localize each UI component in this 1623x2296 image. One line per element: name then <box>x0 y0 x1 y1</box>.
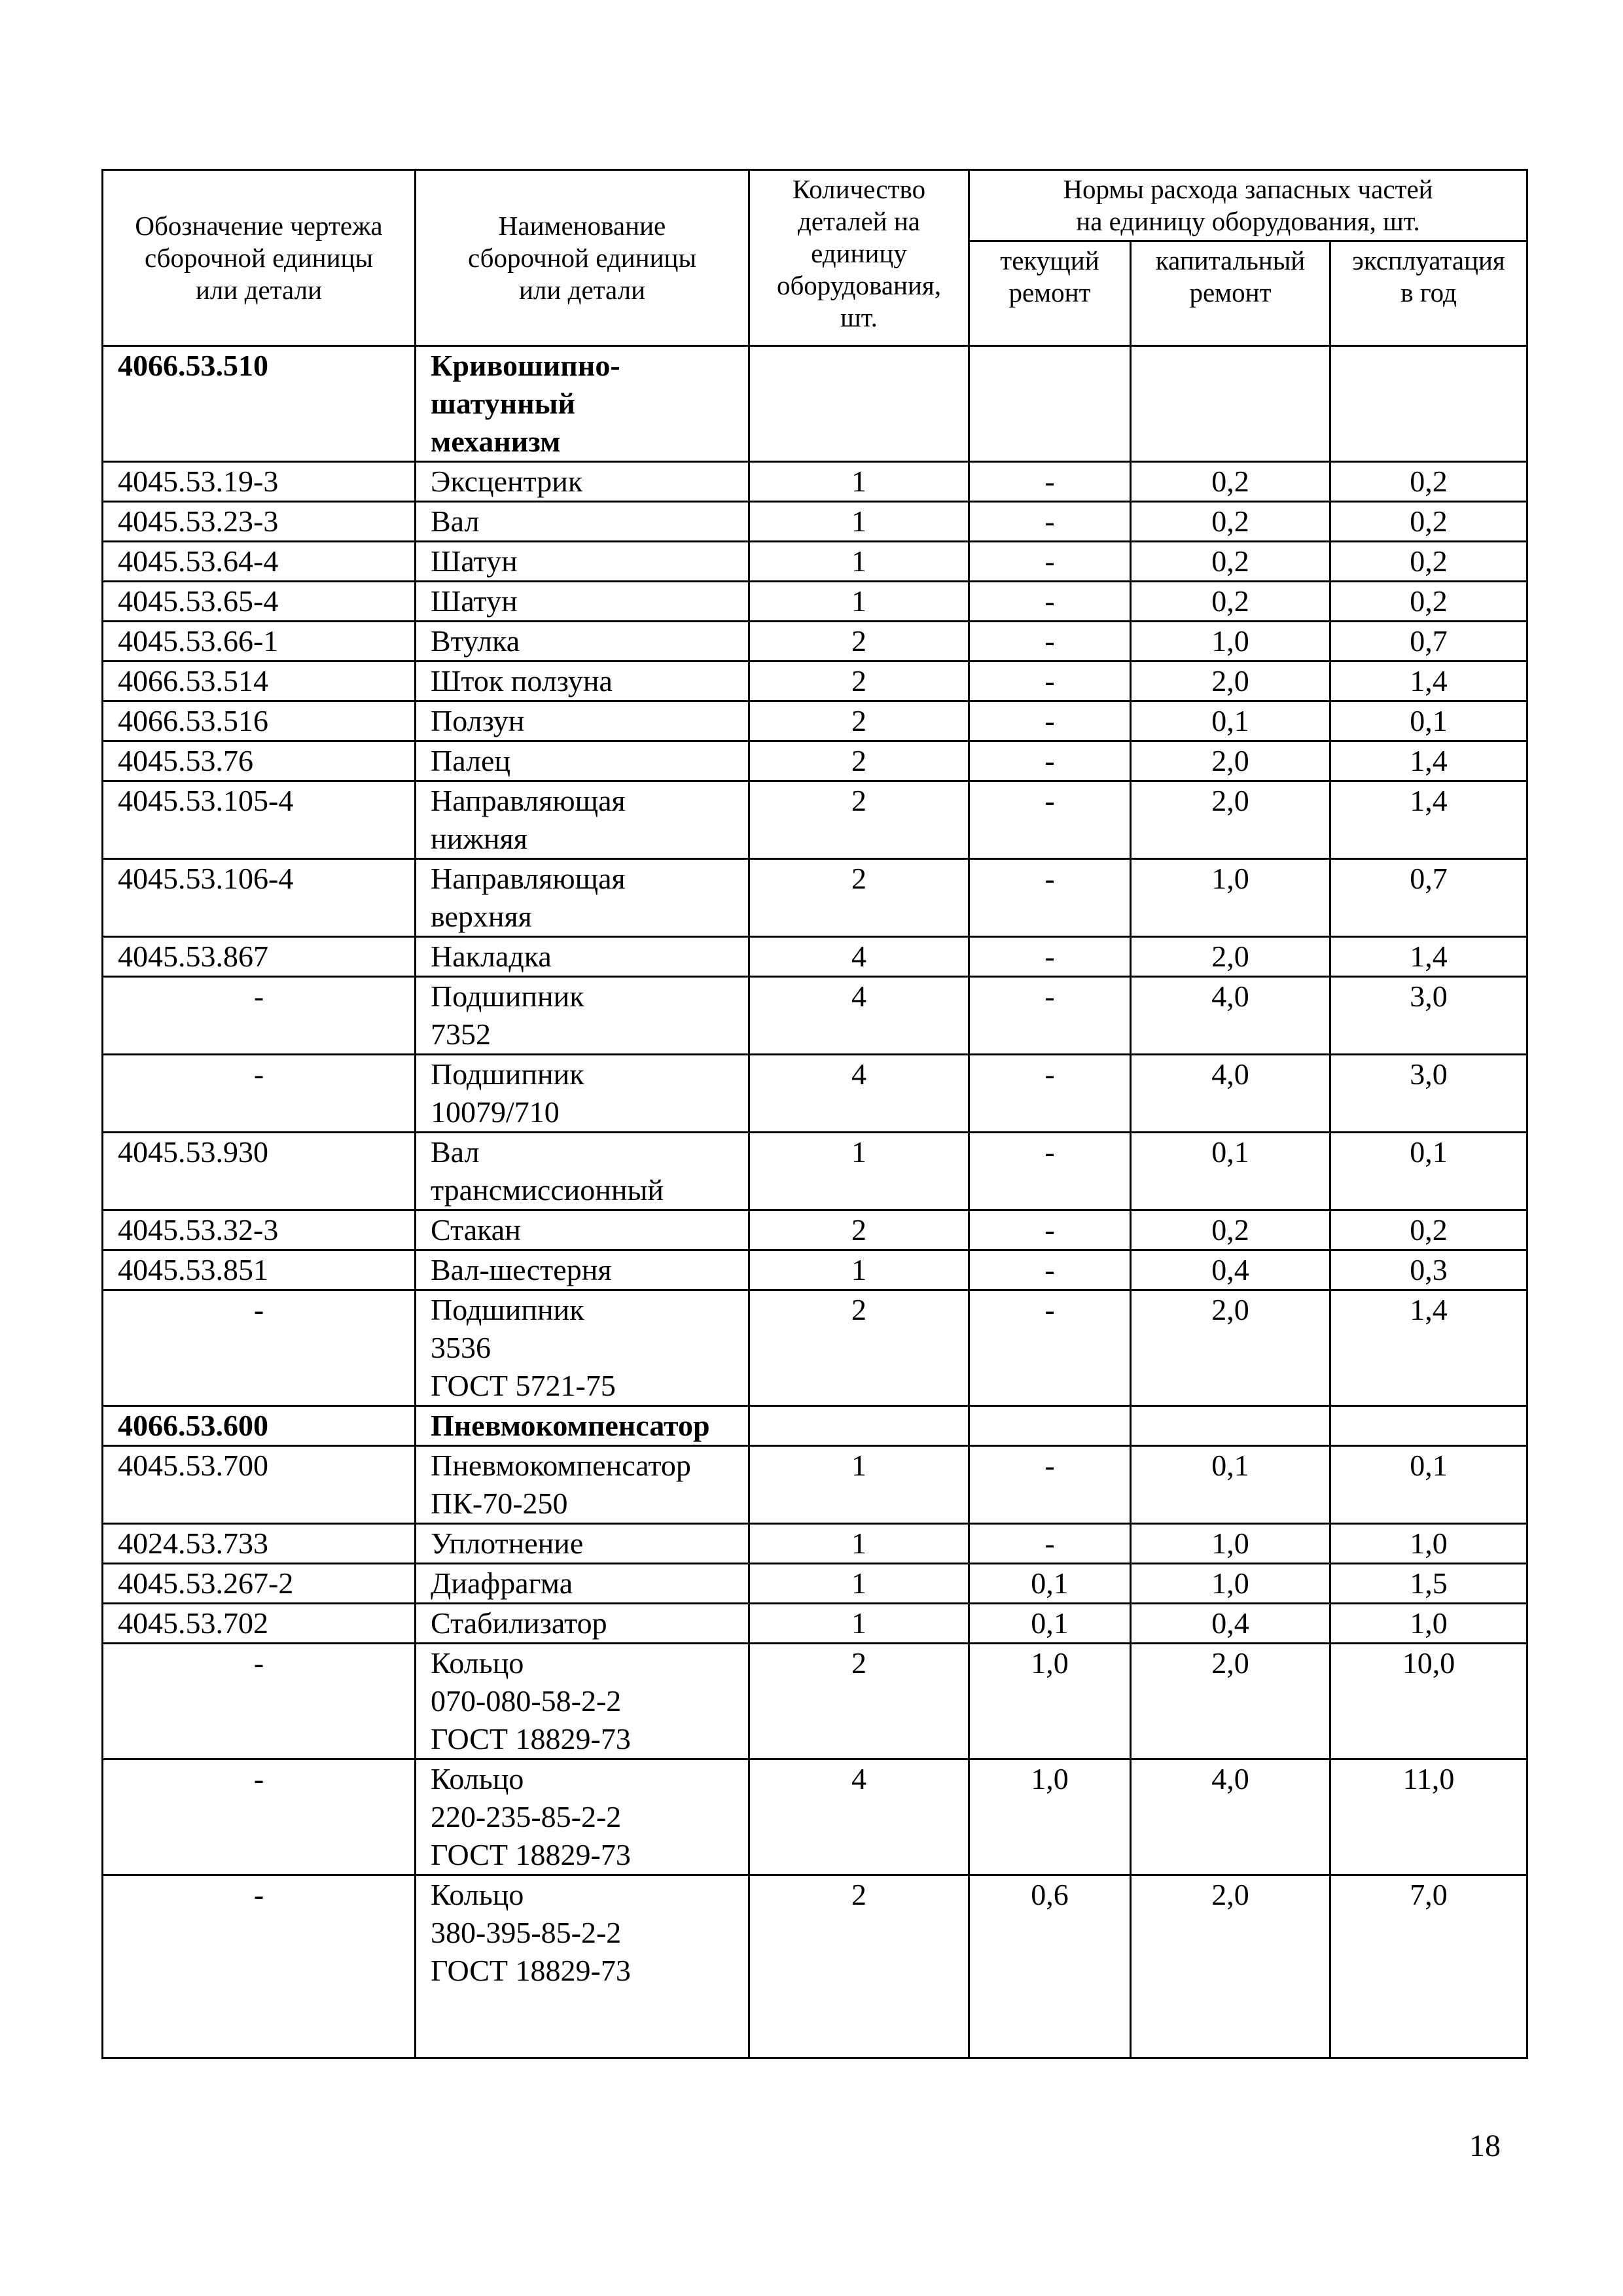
cell-current-repair: - <box>969 1210 1131 1250</box>
cell-designation: 4045.53.65-4 <box>103 582 416 622</box>
table-row <box>103 1446 1527 1524</box>
cell-quantity: 4 <box>749 937 969 977</box>
cell-capital-repair: 2,0 <box>1131 662 1330 701</box>
cell-operation: 10,0 <box>1330 1644 1527 1759</box>
cell-designation: 4045.53.867 <box>103 937 416 977</box>
cell-operation: 0,2 <box>1330 582 1527 622</box>
cell-capital-repair: 1,0 <box>1131 1564 1330 1604</box>
table-row <box>103 1133 1527 1210</box>
cell-operation: 0,2 <box>1330 542 1527 582</box>
table-row <box>103 346 1527 462</box>
cell-capital-repair: 0,4 <box>1131 1250 1330 1290</box>
cell-name: Кольцо 380-395-85-2-2 ГОСТ 18829-73 <box>416 1875 749 2058</box>
cell-designation: - <box>103 1759 416 1875</box>
cell-designation: 4066.53.510 <box>103 346 416 462</box>
cell-name: Стакан <box>416 1210 749 1250</box>
cell-capital-repair: 1,0 <box>1131 859 1330 937</box>
cell-quantity: 2 <box>749 1644 969 1759</box>
cell-operation: 3,0 <box>1330 977 1527 1055</box>
table-row <box>103 1290 1527 1406</box>
cell-current-repair: - <box>969 462 1131 502</box>
table-row <box>103 1210 1527 1250</box>
cell-operation: 0,1 <box>1330 1133 1527 1210</box>
cell-designation: 4045.53.76 <box>103 741 416 781</box>
table-row <box>103 859 1527 937</box>
cell-capital-repair: 2,0 <box>1131 1290 1330 1406</box>
cell-quantity: 2 <box>749 781 969 859</box>
cell-operation: 0,2 <box>1330 1210 1527 1250</box>
cell-current-repair: - <box>969 781 1131 859</box>
cell-operation: 7,0 <box>1330 1875 1527 2058</box>
cell-quantity: 1 <box>749 1604 969 1644</box>
cell-designation: 4045.53.64-4 <box>103 542 416 582</box>
header-quantity: Количество деталей на единицу оборудования, шт. <box>749 170 969 346</box>
cell-name: Накладка <box>416 937 749 977</box>
header-name: Наименование сборочной единицы или детали <box>416 170 749 346</box>
table-row <box>103 582 1527 622</box>
cell-quantity: 1 <box>749 1564 969 1604</box>
cell-quantity: 2 <box>749 859 969 937</box>
cell-current-repair: - <box>969 1524 1131 1564</box>
spare-parts-table <box>101 169 1528 2059</box>
table-row <box>103 1875 1527 2058</box>
table-row <box>103 701 1527 741</box>
cell-current-repair: - <box>969 859 1131 937</box>
cell-designation: 4045.53.702 <box>103 1604 416 1644</box>
cell-capital-repair: 1,0 <box>1131 622 1330 662</box>
cell-operation: 1,4 <box>1330 781 1527 859</box>
table-body <box>103 346 1527 2058</box>
cell-designation: - <box>103 1644 416 1759</box>
cell-operation: 0,1 <box>1330 1446 1527 1524</box>
cell-current-repair: - <box>969 1446 1131 1524</box>
cell-quantity: 2 <box>749 1875 969 2058</box>
cell-operation: 0,7 <box>1330 859 1527 937</box>
cell-quantity: 2 <box>749 701 969 741</box>
cell-capital-repair: 0,2 <box>1131 542 1330 582</box>
cell-operation: 1,4 <box>1330 662 1527 701</box>
cell-name: Пневмокомпенсатор <box>416 1406 749 1446</box>
cell-operation: 1,0 <box>1330 1524 1527 1564</box>
cell-quantity: 1 <box>749 1133 969 1210</box>
cell-current-repair: - <box>969 1290 1131 1406</box>
cell-designation: 4066.53.600 <box>103 1406 416 1446</box>
cell-designation: 4045.53.267-2 <box>103 1564 416 1604</box>
cell-quantity <box>749 346 969 462</box>
cell-name: Шатун <box>416 542 749 582</box>
cell-current-repair <box>969 346 1131 462</box>
cell-quantity: 1 <box>749 1524 969 1564</box>
cell-designation: 4045.53.23-3 <box>103 502 416 542</box>
header-norms: Нормы расхода запасных частей на единицу оборудования, шт. <box>969 170 1527 241</box>
cell-operation: 0,2 <box>1330 462 1527 502</box>
table-row <box>103 937 1527 977</box>
table-row <box>103 977 1527 1055</box>
cell-capital-repair: 0,2 <box>1131 1210 1330 1250</box>
cell-capital-repair: 4,0 <box>1131 1759 1330 1875</box>
cell-quantity: 2 <box>749 1290 969 1406</box>
cell-current-repair <box>969 1406 1131 1446</box>
cell-name: Шатун <box>416 582 749 622</box>
cell-name: Подшипник 10079/710 <box>416 1055 749 1133</box>
cell-quantity: 2 <box>749 662 969 701</box>
table-row <box>103 502 1527 542</box>
table-row <box>103 1055 1527 1133</box>
cell-current-repair: - <box>969 542 1131 582</box>
table-row <box>103 1759 1527 1875</box>
cell-name: Эксцентрик <box>416 462 749 502</box>
cell-name: Втулка <box>416 622 749 662</box>
cell-capital-repair: 0,4 <box>1131 1604 1330 1644</box>
cell-current-repair: - <box>969 1133 1131 1210</box>
cell-name: Ползун <box>416 701 749 741</box>
table-row <box>103 1250 1527 1290</box>
cell-capital-repair: 2,0 <box>1131 1875 1330 2058</box>
cell-designation: 4045.53.105-4 <box>103 781 416 859</box>
cell-capital-repair <box>1131 346 1330 462</box>
cell-operation: 1,4 <box>1330 1290 1527 1406</box>
cell-operation: 0,1 <box>1330 701 1527 741</box>
cell-designation: 4045.53.32-3 <box>103 1210 416 1250</box>
cell-capital-repair: 2,0 <box>1131 781 1330 859</box>
cell-current-repair: - <box>969 582 1131 622</box>
table-row <box>103 622 1527 662</box>
cell-quantity: 1 <box>749 582 969 622</box>
cell-operation: 1,4 <box>1330 937 1527 977</box>
table-row <box>103 542 1527 582</box>
cell-quantity: 1 <box>749 502 969 542</box>
cell-name: Диафрагма <box>416 1564 749 1604</box>
cell-designation: - <box>103 977 416 1055</box>
cell-capital-repair: 0,1 <box>1131 701 1330 741</box>
cell-name: Кольцо 220-235-85-2-2 ГОСТ 18829-73 <box>416 1759 749 1875</box>
cell-name: Стабилизатор <box>416 1604 749 1644</box>
cell-designation: - <box>103 1055 416 1133</box>
cell-quantity: 4 <box>749 1759 969 1875</box>
cell-designation: - <box>103 1290 416 1406</box>
cell-current-repair: - <box>969 977 1131 1055</box>
cell-designation: 4066.53.514 <box>103 662 416 701</box>
cell-capital-repair: 4,0 <box>1131 1055 1330 1133</box>
cell-current-repair: - <box>969 662 1131 701</box>
cell-current-repair: 0,1 <box>969 1564 1131 1604</box>
table-row <box>103 462 1527 502</box>
cell-current-repair: - <box>969 937 1131 977</box>
cell-capital-repair: 0,2 <box>1131 462 1330 502</box>
cell-quantity: 2 <box>749 1210 969 1250</box>
cell-name: Вал <box>416 502 749 542</box>
cell-current-repair: 1,0 <box>969 1759 1131 1875</box>
cell-name: Вал-шестерня <box>416 1250 749 1290</box>
cell-operation: 1,0 <box>1330 1604 1527 1644</box>
table-row <box>103 1524 1527 1564</box>
cell-designation: 4045.53.700 <box>103 1446 416 1524</box>
cell-name: Подшипник 3536 ГОСТ 5721-75 <box>416 1290 749 1406</box>
cell-quantity: 2 <box>749 622 969 662</box>
cell-operation: 11,0 <box>1330 1759 1527 1875</box>
spare-parts-table-container <box>101 169 1526 2059</box>
cell-name: Палец <box>416 741 749 781</box>
cell-capital-repair: 1,0 <box>1131 1524 1330 1564</box>
cell-operation: 0,3 <box>1330 1250 1527 1290</box>
cell-current-repair: - <box>969 622 1131 662</box>
cell-designation: 4045.53.19-3 <box>103 462 416 502</box>
cell-designation: 4045.53.851 <box>103 1250 416 1290</box>
cell-quantity: 4 <box>749 1055 969 1133</box>
cell-operation <box>1330 346 1527 462</box>
cell-operation: 0,2 <box>1330 502 1527 542</box>
cell-capital-repair: 2,0 <box>1131 1644 1330 1759</box>
cell-current-repair: 0,6 <box>969 1875 1131 2058</box>
cell-quantity: 4 <box>749 977 969 1055</box>
table-row <box>103 1604 1527 1644</box>
cell-current-repair: 0,1 <box>969 1604 1131 1644</box>
cell-capital-repair: 0,1 <box>1131 1133 1330 1210</box>
cell-current-repair: 1,0 <box>969 1644 1131 1759</box>
cell-designation: 4024.53.733 <box>103 1524 416 1564</box>
cell-current-repair: - <box>969 741 1131 781</box>
page-number: 18 <box>1469 2128 1501 2163</box>
cell-name: Направляющая верхняя <box>416 859 749 937</box>
header-designation: Обозначение чертежа сборочной единицы или детали <box>103 170 416 346</box>
cell-name: Шток ползуна <box>416 662 749 701</box>
cell-operation <box>1330 1406 1527 1446</box>
cell-designation: 4066.53.516 <box>103 701 416 741</box>
cell-name: Кривошипно- шатунный механизм <box>416 346 749 462</box>
cell-name: Вал трансмиссионный <box>416 1133 749 1210</box>
cell-operation: 3,0 <box>1330 1055 1527 1133</box>
cell-capital-repair: 2,0 <box>1131 937 1330 977</box>
cell-quantity: 2 <box>749 741 969 781</box>
header-operation: эксплуатация в год <box>1330 241 1527 346</box>
table-row <box>103 741 1527 781</box>
cell-quantity: 1 <box>749 1446 969 1524</box>
cell-name: Подшипник 7352 <box>416 977 749 1055</box>
cell-capital-repair: 0,1 <box>1131 1446 1330 1524</box>
cell-name: Кольцо 070-080-58-2-2 ГОСТ 18829-73 <box>416 1644 749 1759</box>
table-row <box>103 1644 1527 1759</box>
cell-designation: 4045.53.66-1 <box>103 622 416 662</box>
cell-operation: 0,7 <box>1330 622 1527 662</box>
cell-capital-repair <box>1131 1406 1330 1446</box>
table-row <box>103 1406 1527 1446</box>
cell-quantity: 1 <box>749 462 969 502</box>
cell-name: Уплотнение <box>416 1524 749 1564</box>
cell-operation: 1,4 <box>1330 741 1527 781</box>
cell-capital-repair: 0,2 <box>1131 502 1330 542</box>
cell-operation: 1,5 <box>1330 1564 1527 1604</box>
cell-quantity: 1 <box>749 542 969 582</box>
cell-current-repair: - <box>969 1250 1131 1290</box>
table-row <box>103 781 1527 859</box>
cell-capital-repair: 4,0 <box>1131 977 1330 1055</box>
cell-current-repair: - <box>969 701 1131 741</box>
cell-name: Направляющая нижняя <box>416 781 749 859</box>
cell-current-repair: - <box>969 502 1131 542</box>
cell-capital-repair: 0,2 <box>1131 582 1330 622</box>
header-capital-repair: капитальный ремонт <box>1131 241 1330 346</box>
cell-designation: - <box>103 1875 416 2058</box>
cell-current-repair: - <box>969 1055 1131 1133</box>
table-row <box>103 1564 1527 1604</box>
table-row <box>103 662 1527 701</box>
cell-quantity: 1 <box>749 1250 969 1290</box>
cell-designation: 4045.53.106-4 <box>103 859 416 937</box>
cell-designation: 4045.53.930 <box>103 1133 416 1210</box>
header-current-repair: текущий ремонт <box>969 241 1131 346</box>
cell-name: Пневмокомпенсатор ПК-70-250 <box>416 1446 749 1524</box>
cell-quantity <box>749 1406 969 1446</box>
cell-capital-repair: 2,0 <box>1131 741 1330 781</box>
